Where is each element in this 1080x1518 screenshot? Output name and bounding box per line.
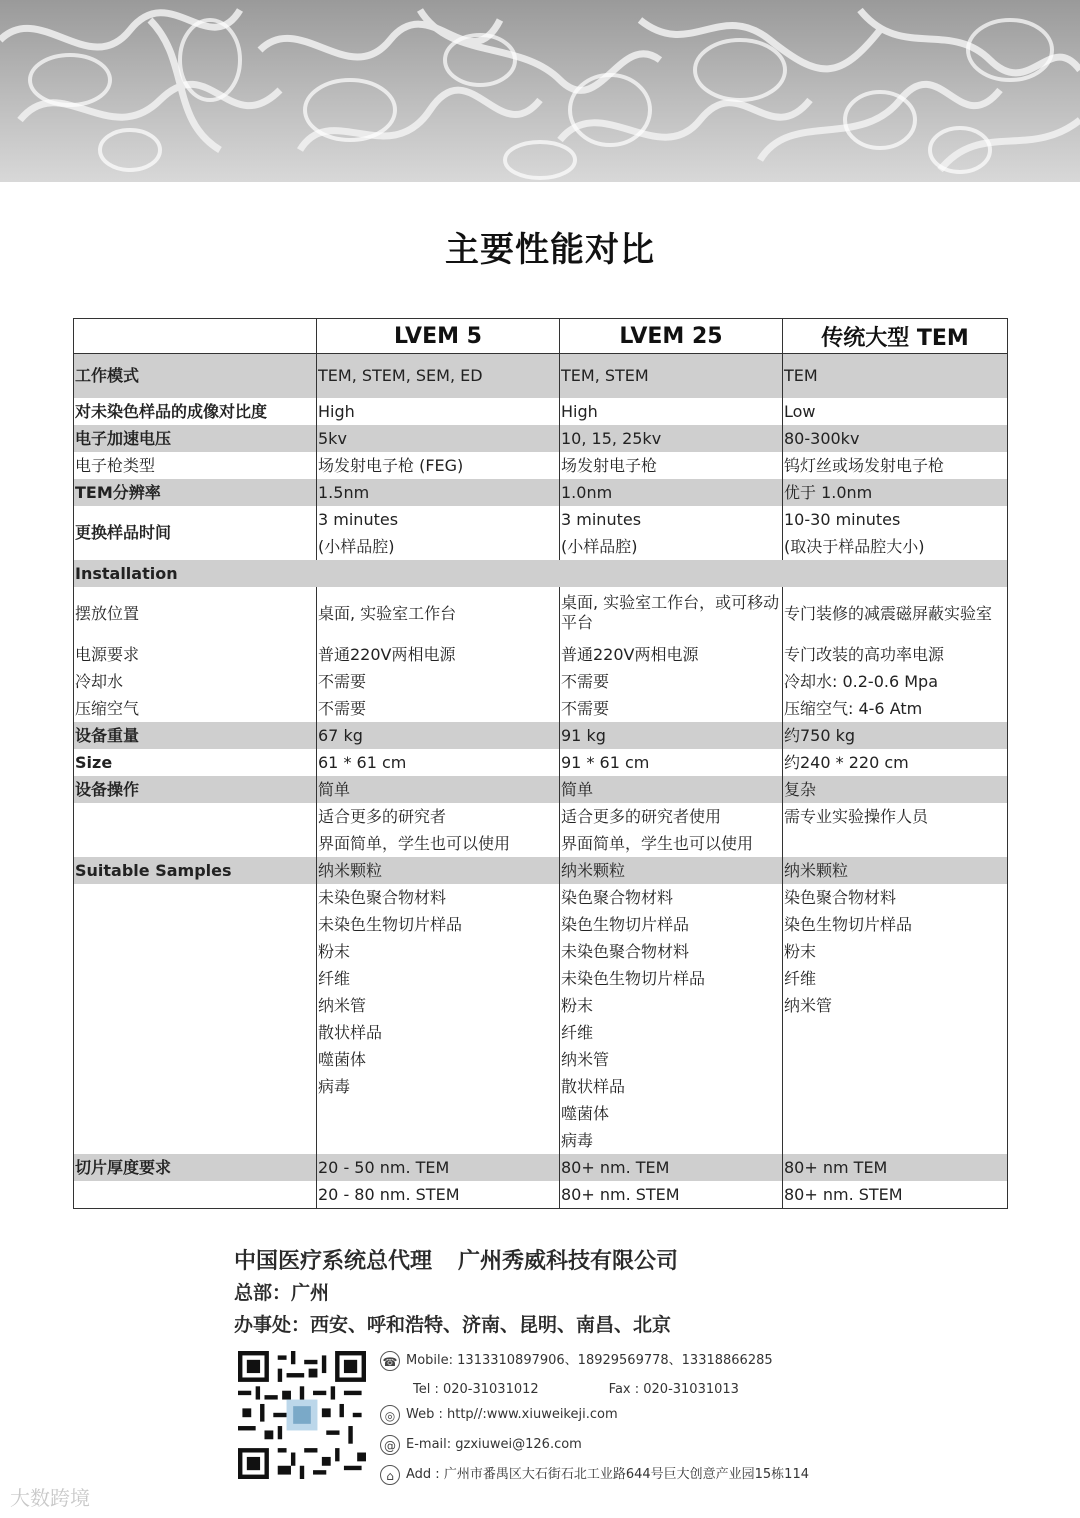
cell-lvem25: 91 kg: [560, 722, 783, 749]
sample-item: 纤维: [784, 968, 817, 988]
row-label: Size: [74, 749, 317, 776]
sample-item: 噬菌体: [318, 1049, 367, 1069]
table-row: [74, 1181, 1008, 1209]
sample-item: 病毒: [561, 1130, 594, 1150]
row-label: 切片厚度要求: [74, 1154, 317, 1181]
row-label: 对未染色样品的成像对比度: [74, 398, 317, 425]
cell-lvem25: TEM, STEM: [560, 354, 783, 398]
cell-lvem25: 普通220V两相电源: [560, 641, 783, 668]
cell-tem: TEM: [783, 354, 1008, 398]
cell-lvem5: 不需要: [317, 668, 560, 695]
cell-lvem5: 不需要: [317, 695, 560, 722]
tel-text: Tel : 020-31031012: [413, 1382, 539, 1397]
cell-line: 适合更多的研究者使用: [561, 806, 722, 826]
cell-line: 界面简单，学生也可以使用: [318, 833, 511, 853]
cell-tem: 专门改装的高功率电源: [783, 641, 1008, 668]
sample-item: 病毒: [318, 1076, 351, 1096]
table-row: [74, 354, 1008, 398]
cell-lvem5: 普通220V两相电源: [317, 641, 560, 668]
header-lvem25: LVEM 25: [560, 319, 783, 354]
qr-code: [238, 1351, 366, 1479]
cell-empty: [560, 560, 783, 587]
cell-lvem5: [317, 803, 560, 857]
page-title: 主要性能对比: [445, 230, 655, 270]
table-row: [74, 587, 1008, 641]
cell-tem: 80+ nm. STEM: [783, 1181, 1008, 1209]
row-label: 电子加速电压: [74, 425, 317, 452]
cell-lvem25: [560, 506, 783, 560]
table-row: [74, 749, 1008, 776]
cell-lvem25: 80+ nm. TEM: [560, 1154, 783, 1181]
sample-item: 未染色聚合物材料: [318, 887, 447, 907]
cell-line: 10-30 minutes: [784, 509, 901, 529]
cell-lvem25: 80+ nm. STEM: [560, 1181, 783, 1209]
table-row: [74, 479, 1008, 506]
row-label: 电子枪类型: [74, 452, 317, 479]
row-label: [74, 1181, 317, 1209]
cell-tem: 复杂: [783, 776, 1008, 803]
cell-lvem5: 67 kg: [317, 722, 560, 749]
sample-item: 未染色生物切片样品: [318, 914, 463, 934]
contact-info: [380, 1350, 809, 1494]
sample-item: 染色生物切片样品: [784, 914, 913, 934]
cell-lvem5: 61 * 61 cm: [317, 749, 560, 776]
table-row: [74, 695, 1008, 722]
cell-empty: [317, 560, 560, 587]
cell-empty: [783, 560, 1008, 587]
cell-lvem25: 场发射电子枪: [560, 452, 783, 479]
fax-text: Fax : 020-31031013: [608, 1382, 739, 1397]
sem-texture-graphic: [0, 0, 1080, 182]
cell-lvem5: 20 - 50 nm. TEM: [317, 1154, 560, 1181]
cell-lvem5: [317, 506, 560, 560]
row-label: 压缩空气: [74, 695, 317, 722]
cell-tem: [783, 884, 1008, 1154]
company-name: 广州秀威科技有限公司: [458, 1249, 679, 1274]
cell-tem: 约750 kg: [783, 722, 1008, 749]
address-text: Add : 广州市番禺区大石街石北工业路644号巨大创意产业园15栋114: [406, 1467, 809, 1482]
cell-tem: Low: [783, 398, 1008, 425]
cell-lvem5: 纳米颗粒: [317, 857, 560, 884]
cell-tem: [783, 803, 1008, 857]
row-label: 工作模式: [74, 354, 317, 398]
home-icon: ⌂: [380, 1465, 400, 1485]
row-label: 冷却水: [74, 668, 317, 695]
cell-line: 3 minutes: [561, 509, 642, 529]
row-label: 设备操作: [74, 776, 317, 803]
table-row: [74, 776, 1008, 803]
table-row: [74, 884, 1008, 1154]
table-row: [74, 425, 1008, 452]
at-icon: @: [380, 1435, 400, 1455]
mobile-row: [380, 1350, 809, 1380]
row-label: Suitable Samples: [74, 857, 317, 884]
email-row: [380, 1434, 809, 1464]
email-link[interactable]: E-mail: gzxiuwei@126.com: [406, 1437, 582, 1452]
cell-lvem5: 1.5nm: [317, 479, 560, 506]
sample-item: 未染色生物切片样品: [561, 968, 706, 988]
table-row: [74, 398, 1008, 425]
sample-item: 纤维: [561, 1022, 594, 1042]
table-row: [74, 803, 1008, 857]
row-label: 更换样品时间: [74, 506, 317, 560]
table-row: [74, 641, 1008, 668]
cell-lvem5: [317, 884, 560, 1154]
phone-icon: ☎: [380, 1351, 400, 1371]
comparison-table: [73, 318, 1008, 1209]
table-row: [74, 722, 1008, 749]
cell-tem: 冷却水: 0.2-0.6 Mpa: [783, 668, 1008, 695]
row-label: 设备重量: [74, 722, 317, 749]
cell-line: (小样品腔): [561, 536, 638, 556]
offices: 办事处：西安、呼和浩特、济南、昆明、南昌、北京: [234, 1314, 672, 1336]
table-row: [74, 668, 1008, 695]
headquarters: 总部：广州: [234, 1282, 330, 1304]
header-lvem5: LVEM 5: [317, 319, 560, 354]
web-link[interactable]: Web : http//:www.xiuweikeji.com: [406, 1407, 618, 1422]
cell-lvem5: 20 - 80 nm. STEM: [317, 1181, 560, 1209]
table-row: [74, 857, 1008, 884]
sample-item: 纳米管: [784, 995, 833, 1015]
sample-item: 未染色聚合物材料: [561, 941, 690, 961]
cell-lvem25: 不需要: [560, 695, 783, 722]
cell-lvem25: 1.0nm: [560, 479, 783, 506]
sample-item: 纤维: [318, 968, 351, 988]
cell-lvem5: TEM, STEM, SEM, ED: [317, 354, 560, 398]
cell-lvem25: 91 * 61 cm: [560, 749, 783, 776]
cell-tem: [783, 506, 1008, 560]
sample-item: 粉末: [318, 941, 351, 961]
row-label: [74, 803, 317, 857]
cell-tem: 压缩空气: 4-6 Atm: [783, 695, 1008, 722]
cell-lvem25: [560, 884, 783, 1154]
cell-lvem5: 场发射电子枪 (FEG): [317, 452, 560, 479]
cell-line: (小样品腔): [318, 536, 395, 556]
row-label: TEM分辨率: [74, 479, 317, 506]
table-header-row: [74, 319, 1008, 354]
cell-tem: 纳米颗粒: [783, 857, 1008, 884]
section-label: Installation: [74, 560, 317, 587]
sample-item: 粉末: [561, 995, 594, 1015]
cell-lvem5: 桌面, 实验室工作台: [317, 587, 560, 641]
cell-lvem5: 5kv: [317, 425, 560, 452]
header-traditional-tem: 传统大型 TEM: [783, 319, 1008, 354]
sample-item: 纳米管: [561, 1049, 610, 1069]
header-banner-image: [0, 0, 1080, 182]
cell-line: 3 minutes: [318, 509, 399, 529]
sample-item: 染色聚合物材料: [561, 887, 674, 907]
table-row: [74, 1154, 1008, 1181]
sample-item: 噬菌体: [561, 1103, 610, 1123]
cell-tem: 优于 1.0nm: [783, 479, 1008, 506]
footer-company-info: [234, 1244, 1034, 1342]
cell-line: 需专业实验操作人员: [784, 806, 929, 826]
cell-tem: 80+ nm TEM: [783, 1154, 1008, 1181]
cell-lvem25: 简单: [560, 776, 783, 803]
cell-line: 适合更多的研究者: [318, 806, 447, 826]
row-label: [74, 884, 317, 1154]
cell-lvem25: High: [560, 398, 783, 425]
watermark: 大数跨境: [10, 1486, 90, 1510]
sample-item: 粉末: [784, 941, 817, 961]
cell-lvem25: 10, 15, 25kv: [560, 425, 783, 452]
cell-tem: 约240 * 220 cm: [783, 749, 1008, 776]
cell-line: 界面简单，学生也可以使用: [561, 833, 754, 853]
web-row: [380, 1404, 809, 1434]
sample-item: 散状样品: [318, 1022, 383, 1042]
agent-text: 中国医疗系统总代理: [234, 1249, 433, 1274]
cell-lvem5: 简单: [317, 776, 560, 803]
table-row: [74, 506, 1008, 560]
tel-fax-row: [380, 1380, 809, 1404]
row-label: 摆放位置: [74, 587, 317, 641]
sample-item: 染色生物切片样品: [561, 914, 690, 934]
mobile-text: Mobile: 13133108979​06、18929569778、13318866285: [406, 1353, 773, 1368]
globe-icon: ◎: [380, 1405, 400, 1425]
address-row: [380, 1464, 809, 1494]
cell-tem: 专门装修的减震磁屏蔽实验室: [783, 587, 1008, 641]
cell-tem: 钨灯丝或场发射电子枪: [783, 452, 1008, 479]
sample-item: 染色聚合物材料: [784, 887, 897, 907]
cell-lvem25: [560, 803, 783, 857]
cell-line: (取决于样品腔大小): [784, 536, 925, 556]
header-empty: [74, 319, 317, 354]
table-row: [74, 452, 1008, 479]
sample-item: 纳米管: [318, 995, 367, 1015]
section-row-installation: [74, 560, 1008, 587]
agent-line: [234, 1244, 1034, 1278]
cell-lvem25: 桌面, 实验室工作台，或可移动平台: [560, 587, 783, 641]
cell-lvem25: 纳米颗粒: [560, 857, 783, 884]
cell-lvem25: 不需要: [560, 668, 783, 695]
cell-tem: 80-300kv: [783, 425, 1008, 452]
cell-lvem5: High: [317, 398, 560, 425]
row-label: 电源要求: [74, 641, 317, 668]
sample-item: 散状样品: [561, 1076, 626, 1096]
